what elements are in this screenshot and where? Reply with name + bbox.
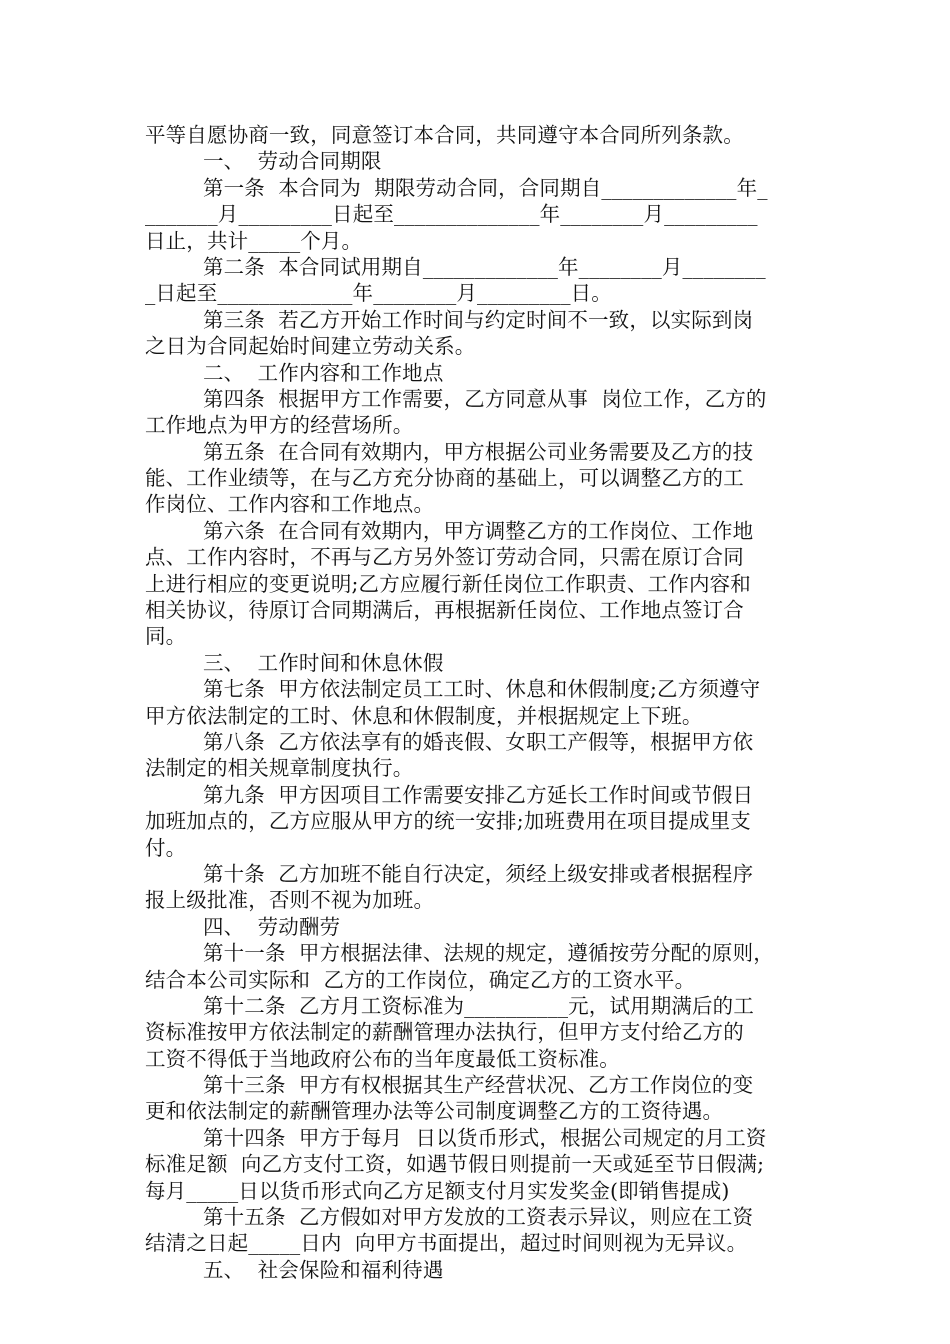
text-line: 甲方依法制定的工时、休息和休假制度，并根据规定上下班。 xyxy=(145,703,703,728)
text-line: 作岗位、工作内容和工作地点。 xyxy=(145,492,435,517)
section-heading-term: 一、 劳动合同期限 xyxy=(203,149,382,174)
text-line: 第七条 甲方依法制定员工工时、休息和休假制度;乙方须遵守 xyxy=(203,677,761,702)
text-line: 标准足额 向乙方支付工资，如遇节假日则提前一天或延至节日假满; xyxy=(145,1152,765,1177)
section-heading-work-content: 二、 工作内容和工作地点 xyxy=(203,360,444,385)
text-line: 日止，共计_____个月。 xyxy=(145,228,363,253)
text-line: 第八条 乙方依法享有的婚丧假、女职工产假等，根据甲方依 xyxy=(203,729,754,754)
text-line: 第一条 本合同为 期限劳动合同，合同期自_____________年_ xyxy=(203,175,768,200)
text-line: 第十五条 乙方假如对甲方发放的工资表示异议，则应在工资 xyxy=(203,1205,754,1230)
text-line: 点、工作内容时，不再与乙方另外签订劳动合同，只需在原订合同 xyxy=(145,545,744,570)
text-line: 法制定的相关规章制度执行。 xyxy=(145,756,414,781)
text-line: 每月_____日以货币形式向乙方足额支付月实发奖金(即销售提成) xyxy=(145,1178,730,1203)
text-line: 上进行相应的变更说明;乙方应履行新任岗位工作职责、工作内容和 xyxy=(145,571,751,596)
text-line: 更和依法制定的薪酬管理办法等公司制度调整乙方的工资待遇。 xyxy=(145,1099,724,1124)
text-line: _日起至_____________年________月_________日。 xyxy=(145,281,612,306)
text-line: 工资不得低于当地政府公布的当年度最低工资标准。 xyxy=(145,1046,620,1071)
text-line: 第十四条 甲方于每月 日以货币形式，根据公司规定的月工资 xyxy=(203,1125,767,1150)
contract-body-text xyxy=(145,122,810,1283)
text-line: 第三条 若乙方开始工作时间与约定时间不一致，以实际到岗 xyxy=(203,307,754,332)
text-line: 之日为合同起始时间建立劳动关系。 xyxy=(145,334,476,359)
text-line: 第十条 乙方加班不能自行决定，须经上级安排或者根据程序 xyxy=(203,861,754,886)
text-line: 第四条 根据甲方工作需要，乙方同意从事 岗位工作，乙方的 xyxy=(203,386,767,411)
text-line: 第五条 在合同有效期内，甲方根据公司业务需要及乙方的技 xyxy=(203,439,754,464)
text-line: 第十三条 甲方有权根据其生产经营状况、乙方工作岗位的变 xyxy=(203,1073,754,1098)
text-line: 第二条 本合同试用期自_____________年________月________ xyxy=(203,254,766,279)
text-line: 第十二条 乙方月工资标准为__________元，试用期满后的工 xyxy=(203,993,754,1018)
text-line: 资标准按甲方依法制定的薪酬管理办法执行，但甲方支付给乙方的 xyxy=(145,1020,744,1045)
text-line: 报上级批准，否则不视为加班。 xyxy=(145,888,435,913)
text-line: 能、工作业绩等，在与乙方充分协商的基础上，可以调整乙方的工 xyxy=(145,466,744,491)
text-line: 工作地点为甲方的经营场所。 xyxy=(145,413,414,438)
text-line: 加班加点的，乙方应服从甲方的统一安排;加班费用在项目提成里支 xyxy=(145,809,751,834)
text-line: 第十一条 甲方根据法律、法规的规定，遵循按劳分配的原则， xyxy=(203,941,774,966)
section-heading-social-insurance: 五、 社会保险和福利待遇 xyxy=(203,1257,444,1282)
text-line: 同。 xyxy=(145,624,187,649)
text-line: _______月_________日起至______________年________月_________ xyxy=(145,202,758,227)
section-heading-remuneration: 四、 劳动酬劳 xyxy=(203,914,341,939)
text-line: 结清之日起_____日内 向甲方书面提出，超过时间则视为无异议。 xyxy=(145,1231,748,1256)
text-line: 结合本公司实际和 乙方的工作岗位，确定乙方的工资水平。 xyxy=(145,967,696,992)
text-line: 付。 xyxy=(145,835,187,860)
text-line: 相关协议，待原订合同期满后，再根据新任岗位、工作地点签订合 xyxy=(145,598,744,623)
section-heading-work-time: 三、 工作时间和休息休假 xyxy=(203,650,444,675)
text-line: 平等自愿协商一致，同意签订本合同，共同遵守本合同所列条款。 xyxy=(145,123,744,147)
text-line: 第九条 甲方因项目工作需要安排乙方延长工作时间或节假日 xyxy=(203,782,754,807)
text-line: 第六条 在合同有效期内，甲方调整乙方的工作岗位、工作地 xyxy=(203,518,754,543)
